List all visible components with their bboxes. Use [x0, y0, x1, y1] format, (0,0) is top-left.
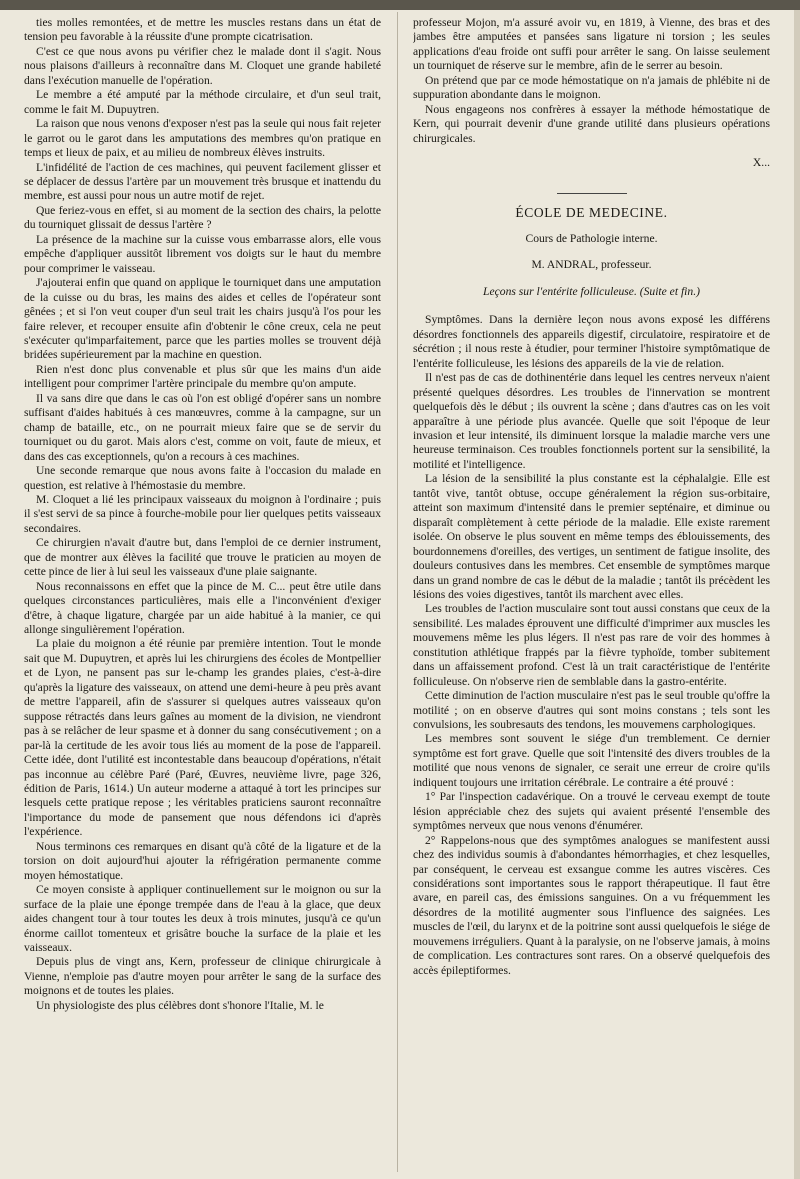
- lecture-title: Leçons sur l'entérite folliculeuse. (Suite et fin.): [483, 284, 700, 298]
- signature: X...: [752, 156, 770, 170]
- paragraph: La présence de la machine sur la cuisse vous embarrasse alors, elle vous empêche d'appliquer aussitôt librement vos doigts sur le haut du membre pour comprimer le vaisseau.: [24, 232, 381, 275]
- paragraph: Un physiologiste des plus célèbres dont s'honore l'Italie, M. le: [36, 998, 324, 1012]
- paragraph: Rien n'est donc plus convenable et plus sûr que les mains d'un aide intelligent pour comprimer l'artère principale du membre qu'on ampute.: [24, 362, 381, 391]
- paragraph: ties molles remontées, et de mettre les muscles restans dans un état de tension peu favorable à la réussite d'une prompte cicatrisation.: [24, 16, 381, 44]
- paragraph: Une seconde remarque que nous avons faite à l'occasion du malade en question, est relative à l'hémostasie du membre.: [24, 464, 381, 492]
- paragraph: 2° Rappelons-nous que des symptômes analogues se manifestent aussi chez des individus soumis à d'abondantes hémorrhagies, et chez lesquelles, par conséquent, le cerveau est exsangue comme les autres viscères. Ces considérations sont importantes sous le rapport thérapeutique. Il faut être avare, en pareil cas, des émissions sanguines. On a vu fréquemment les désordres de la motilité augmenter sous l'influence des saignées. Les muscles de l'œil, du larynx et de la poitrine sont aussi quelquefois le siége de mouvemens irréguliers. Quant à la paralysie, on ne l'observe jamais, à moins de complication. Les contractures sont rares. On a observé quelquefois des accès épileptiformes.: [413, 833, 770, 977]
- paragraph: Que feriez-vous en effet, si au moment de la section des chairs, la pelotte du tourniquet glissait de dessus l'artère ?: [24, 203, 381, 232]
- paragraph: Ce chirurgien n'avait d'autre but, dans l'emploi de ce dernier instrument, que de montrer aux élèves la facilité que trouve le praticien au moyen de cette pince de lier à lui seul les vaisseaux d'une plaie saignante.: [24, 536, 381, 579]
- column-divider: [397, 12, 398, 1172]
- separator-rule: [557, 193, 627, 194]
- paragraph: M. Cloquet a lié les principaux vaisseaux du moignon à l'ordinaire ; puis il s'est servi de sa pince à fourche-mobile pour lier quelques petits vaisseaux secondaires.: [24, 492, 381, 535]
- paragraph: Symptômes. Dans la dernière leçon nous avons exposé les différens désordres fonctionnels des appareils digestif, circulatoire, respiratoire et de sécrétion ; il nous reste à étudier, pour terminer l'histoire symptômatique de l'entérite folliculeuse, les lésions des appareils de la vie de relation.: [413, 313, 770, 370]
- paragraph: La plaie du moignon a été réunie par première intention. Tout le monde sait que M. Dupuytren, et après lui les chirurgiens des écoles de Montpellier et de Lyon, ne pansent pas sur le-champ les grandes plaies, c'est-à-dire qu'après la ligature des vaisseaux, on attend une demi-heure à peu près avant de mettre l'appareil, afin de s'assurer si quelques autres vaisseaux qu'on suppose rétractés dans leurs gaînes au moment de la division, ne viendront pas à se relâcher de leur spasme et à donner du sang consécutivement ; on a par-là la certitude de les avoir tous liés au moment de la pose de l'appareil. Cette idée, dont l'utilité est incontestable dans beaucoup d'opérations, n'était pas inconnue au célèbre Paré (Paré, Œuvres, neuvième livre, page 326, édition de Paris, 1614.) Un auteur moderne a attaqué à tort les principes sur lesquels cette pratique repose ; les véritables praticiens sauront reconnaître l'importance du mode de pansement que nous défendons ici d'après l'expérience.: [24, 637, 381, 839]
- course-title: Cours de Pathologie interne.: [525, 231, 658, 245]
- paragraph: Cette diminution de l'action musculaire n'est pas le seul trouble qu'offre la motilité ; on en observe d'autres qui sont moins constans ; tels sont les convulsions, les soubresauts des tendons, les mouvemens carphologiques.: [413, 689, 770, 732]
- paragraph: Il n'est pas de cas de dothinentérie dans lequel les centres nerveux n'aient présenté quelques désordres. Les troubles de l'innervation se montrent quelquefois dès le début ; ils ouvrent la scène ; dans d'autres cas on les voit apparaître à une période plus avancée. Quelle que soit l'époque de leur invasion et leur intensité, ils diminuent lorsque la maladie marche vers une heureuse terminaison. Ces troubles fonctionnels portent sur la sensibilité, la motilité et l'intelligence.: [413, 371, 770, 471]
- paragraph: C'est ce que nous avons pu vérifier chez le malade dont il s'agit. Nous nous plaisons d'ailleurs à reconnaître dans M. Cloquet une grande habileté dans l'exécution manuelle de l'opération.: [24, 44, 381, 87]
- paragraph: Ce moyen consiste à appliquer continuellement sur le moignon ou sur la surface de la plaie une éponge trempée dans de l'eau à la glace, que deux aides changent tour à tour toutes les deux à trois minutes, jusqu'à ce qu'un énorme caillot tomenteux et grisâtre bouche la surface de la plaie et les vaisseaux.: [24, 883, 381, 954]
- paragraph: Il va sans dire que dans le cas où l'on est obligé d'opérer sans un nombre suffisant d'aides habitués à ces manœuvres, comme à la campagne, sur un champ de bataille, etc., on ne pourrait mieux faire que se de servir du tourniquet ou du garot. Mais alors c'est, comme on voit, faute de mieux, et dans des cas exceptionnels, qu'on a recours à ces machines.: [24, 391, 381, 463]
- paragraph: Depuis plus de vingt ans, Kern, professeur de clinique chirurgicale à Vienne, n'emploie pas d'autre moyen pour arrêter le sang de la surface des moignons et de toutes les plaies.: [24, 955, 381, 998]
- page-edge: [794, 10, 800, 1179]
- paragraph: La raison que nous venons d'exposer n'est pas la seule qui nous fait rejeter le garrot ou le garot dans les amputations des membres qu'on pratique en temps et lieux de paix, et au milieu de nombreux élèves instruits.: [24, 117, 381, 160]
- top-border: [0, 0, 800, 10]
- paragraph: 1° Par l'inspection cadavérique. On a trouvé le cerveau exempt de toute lésion appréciable chez des sujets qui avaient présenté l'ensemble des symptômes nerveux que nous venons d'énumérer.: [413, 790, 770, 833]
- section-heading: ÉCOLE DE MEDECINE.: [515, 204, 668, 220]
- paragraph: J'ajouterai enfin que quand on applique le tourniquet dans une amputation de la cuisse ou du bras, les mains des aides et celles de l'opérateur sont gênées ; et si l'on veut couper d'un seul trait les chairs jusqu'à l'os pour les faire relever, et recouper ensuite afin d'obtenir le cône creux, cela ne peut s'exécuter qu'imparfaitement, parce que les parties molles se trouvent déjà bridées supérieurement par la machine en question.: [24, 276, 381, 362]
- paragraph: Les troubles de l'action musculaire sont tout aussi constans que ceux de la sensibilité. Les malades éprouvent une difficulté d'imprimer aux muscles les mouvemens même les plus légers. Il n'est pas rare de voir des hommes à constitution athlétique frappés par la fièvre typhoïde, tomber subitement dans un affaissement profond. C'est là un trait caractéristique de l'entérite folliculeuse. On n'observe rien de semblable dans la gastro-entérite.: [413, 602, 770, 688]
- paragraph: L'infidélité de l'action de ces machines, qui peuvent facilement glisser et se déplacer de dessus l'artère par un mouvement très brusque et inattendu du membre, est aussi pour nous un autre motif de rejet.: [24, 160, 381, 203]
- paragraph: Les membres sont souvent le siége d'un tremblement. Ce dernier symptôme est fort grave. Quelle que soit l'intensité des divers troubles de la motilité que nous venons de signaler, ce serait une erreur de croire qu'ils indiquent toujours une irritation cérébrale. Le contraire a été prouvé :: [413, 732, 770, 789]
- right-column: [413, 16, 770, 1176]
- professor-line: M. ANDRAL, professeur.: [531, 258, 652, 272]
- paragraph: La lésion de la sensibilité la plus constante est la céphalalgie. Elle est tantôt vive, tantôt obtuse, occupe généralement la région sus-orbitaire, atteint son maximum d'intensité dans le premier septénaire, et diminue ou disparaît complètement à cette période de la maladie. Elle existe rarement isolée. On observe le plus souvent en même temps des éblouissements, des bourdonnemens d'oreilles, des vertiges, un sentiment de fatigue insolite, des douleurs contusives dans les membres. Cet ensemble de symptômes marque dans un grand nombre de cas le début de la maladie ; tantôt ils précèdent les lésions des voies digestives, tantôt ils marchent avec elles.: [413, 472, 770, 601]
- left-column: [24, 16, 381, 1176]
- paragraph: professeur Mojon, m'a assuré avoir vu, en 1819, à Vienne, des bras et des jambes être amputées et pansées sans ligature ni torsion ; les seules applications d'eau froide ont suffi pour arrêter le sang. On laisse seulement un tourniquet de réserve sur le membre, afin de le serrer au besoin.: [413, 16, 770, 73]
- paragraph: Nous terminons ces remarques en disant qu'à côté de la ligature et de la torsion on doit aujourd'hui ajouter la réfrigération permanente comme moyen hémostatique.: [24, 839, 381, 882]
- paragraph: Le membre a été amputé par la méthode circulaire, et d'un seul trait, comme le fait M. Dupuytren.: [24, 88, 381, 116]
- paragraph: Nous engageons nos confrères à essayer la méthode hémostatique de Kern, qui pourrait devenir d'une grande utilité dans plusieurs opérations chirurgicales.: [413, 102, 770, 145]
- paragraph: On prétend que par ce mode hémostatique on n'a jamais de phlébite ni de suppuration abondante dans le moignon.: [413, 73, 770, 102]
- paragraph: Nous reconnaissons en effet que la pince de M. C... peut être utile dans quelques circonstances particulières, mais elle a l'inconvénient d'exiger d'être, à chaque ligature, chargée par un aide habitué à la manier, ce qui allonge singulièrement l'opération.: [24, 579, 381, 637]
